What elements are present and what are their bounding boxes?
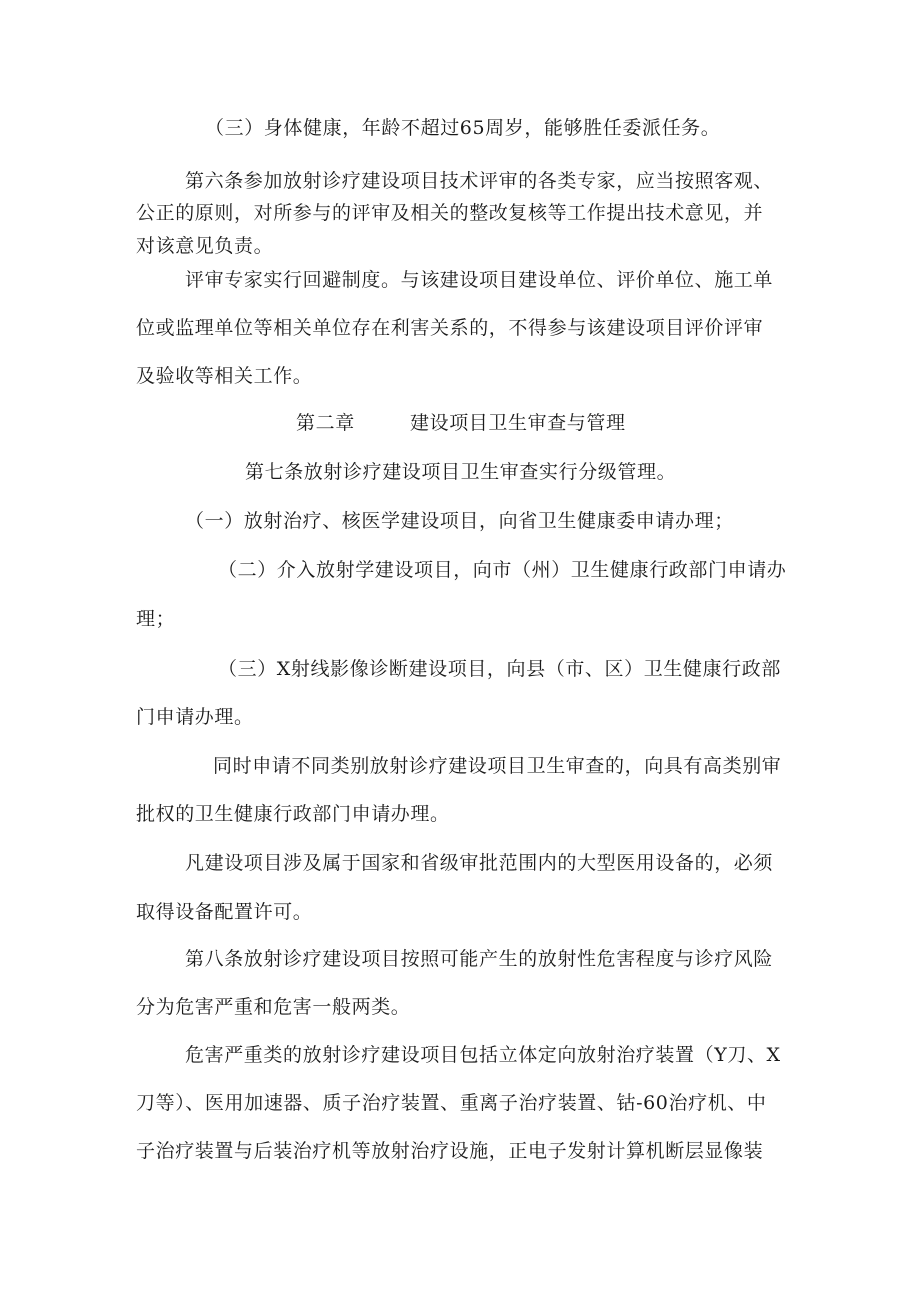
chapter-number: 第二章	[296, 412, 355, 434]
paragraph-line: 公正的原则，对所参与的评审及相关的整改复核等工作提出技术意见，并	[136, 202, 764, 224]
paragraph-line: 门申请办理。	[136, 706, 254, 728]
paragraph-line: 第六条参加放射诊疗建设项目技术评审的各类专家，应当按照客观、	[185, 170, 774, 192]
paragraph-line: 及验收等相关工作。	[136, 365, 313, 387]
paragraph-line: 危害严重类的放射诊疗建设项目包括立体定向放射治疗装置（Y刀、X	[185, 1044, 781, 1066]
paragraph-line: 批权的卫生健康行政部门申请办理。	[136, 803, 450, 825]
paragraph-line: （三）X射线影像诊断建设项目，向县（市、区）卫生健康行政部	[218, 658, 781, 680]
paragraph-line: 同时申请不同类别放射诊疗建设项目卫生审查的，向具有高类别审	[213, 755, 782, 777]
paragraph-line: 刀等）、医用加速器、质子治疗装置、重离子治疗装置、钴-60治疗机、中	[136, 1092, 767, 1114]
paragraph-line: 对该意见负责。	[136, 235, 274, 257]
paragraph-line: 第八条放射诊疗建设项目按照可能产生的放射性危害程度与诊疗风险	[185, 948, 774, 970]
paragraph-line: （一）放射治疗、核医学建设项目，向省卫生健康委申请办理；	[185, 510, 734, 532]
paragraph-line: （三）身体健康，年龄不超过65周岁，能够胜任委派任务。	[205, 117, 721, 139]
chapter-title: 建设项目卫生审查与管理	[410, 412, 626, 434]
paragraph-line: 分为危害严重和危害一般两类。	[136, 996, 411, 1018]
paragraph-line: 取得设备配置许可。	[136, 901, 313, 923]
paragraph-line: 评审专家实行回避制度。与该建设项目建设单位、评价单位、施工单	[185, 269, 774, 291]
paragraph-line: 位或监理单位等相关单位存在利害关系的，不得参与该建设项目评价评审	[136, 317, 764, 339]
paragraph-line: 理；	[136, 608, 176, 630]
paragraph-line: 凡建设项目涉及属于国家和省级审批范围内的大型医用设备的，必须	[185, 852, 774, 874]
paragraph-line: （二）介入放射学建设项目，向市（州）卫生健康行政部门申请办	[218, 559, 787, 581]
paragraph-line: 子治疗装置与后装治疗机等放射治疗设施，正电子发射计算机断层显像装	[136, 1140, 764, 1162]
paragraph-line: 第七条放射诊疗建设项目卫生审查实行分级管理。	[245, 461, 677, 483]
